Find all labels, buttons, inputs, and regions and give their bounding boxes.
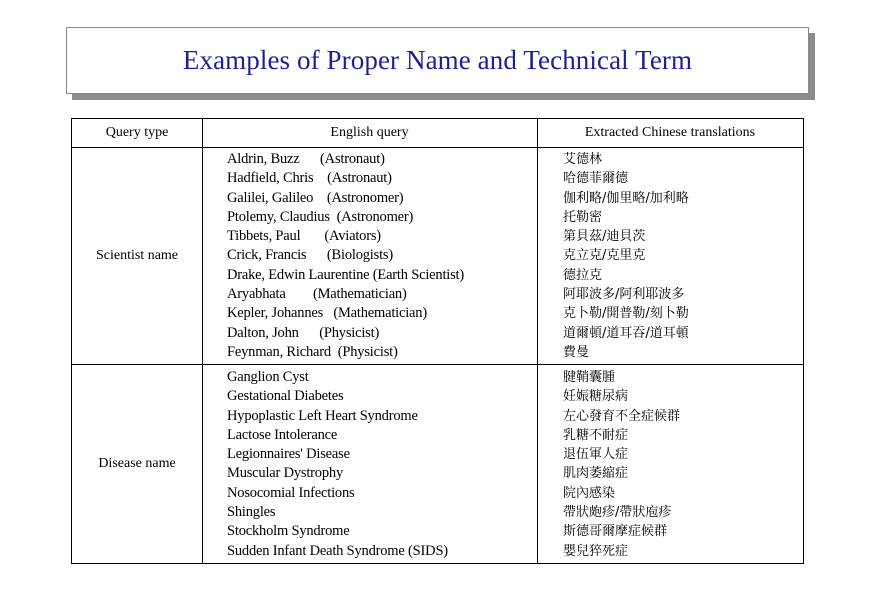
translation-table xyxy=(71,118,804,564)
list-item: Drake, Edwin Laurentine (Earth Scientist) xyxy=(227,266,465,283)
list-item: Sudden Infant Death Syndrome (SIDS) xyxy=(227,542,448,559)
list-item: Galilei, Galileo (Astronomer) xyxy=(227,189,404,206)
list-item: Lactose Intolerance xyxy=(227,426,338,443)
list-item: Tibbets, Paul (Aviators) xyxy=(227,228,381,245)
list-item: Muscular Dystrophy xyxy=(227,465,344,482)
list-item: 克立克/克里克 xyxy=(563,248,646,264)
list-item: Feynman, Richard (Physicist) xyxy=(227,343,398,360)
list-item: 斯德哥爾摩症候群 xyxy=(563,524,668,540)
list-item: 肌肉萎縮症 xyxy=(563,466,629,482)
list-item: Gestational Diabetes xyxy=(227,388,344,405)
list-item: 伽利略/伽里略/加利略 xyxy=(563,190,689,206)
list-item: 哈德菲爾德 xyxy=(563,171,629,187)
category-scientist: Scientist name xyxy=(95,248,179,263)
list-item: Legionnaires' Disease xyxy=(227,446,350,463)
list-item: 德拉克 xyxy=(563,267,603,283)
page-title: Examples of Proper Name and Technical Term xyxy=(182,45,693,75)
list-item: Aldrin, Buzz (Astronaut) xyxy=(227,151,385,167)
list-item: 帶狀皰疹/帶狀庖疹 xyxy=(563,505,672,521)
list-item: 第貝茲/迪貝茨 xyxy=(563,229,646,245)
list-item: 腱鞘囊腫 xyxy=(563,370,616,385)
list-item: 艾德林 xyxy=(563,152,603,167)
disease-english-list xyxy=(227,368,448,561)
column-divider-1 xyxy=(202,119,203,563)
list-item: 嬰兒猝死症 xyxy=(563,543,629,559)
list-item: Hadfield, Chris (Astronaut) xyxy=(227,170,392,187)
list-item: 克卜勒/開普勒/刻卜勒 xyxy=(563,306,689,322)
list-item: Ganglion Cyst xyxy=(227,369,309,385)
list-item: 費曼 xyxy=(563,344,590,360)
list-item: 院內感染 xyxy=(563,485,616,501)
list-item: Aryabhata (Mathematician) xyxy=(227,286,407,303)
list-item: 退伍軍人症 xyxy=(563,447,629,463)
list-item: 道爾頓/道耳吞/道耳頓 xyxy=(563,325,689,341)
category-disease: Disease name xyxy=(98,456,176,471)
scientist-english-list xyxy=(227,150,464,362)
list-item: Crick, Francis (Biologists) xyxy=(227,247,393,264)
list-item: 妊娠糖尿病 xyxy=(563,389,629,405)
list-item: Shingles xyxy=(227,504,276,521)
title-box xyxy=(66,27,809,94)
list-item: Nosocomial Infections xyxy=(227,484,355,501)
scientist-chinese-list xyxy=(563,150,689,362)
list-item: Stockholm Syndrome xyxy=(227,523,350,540)
list-item: 乳糖不耐症 xyxy=(563,427,629,443)
list-item: 阿耶波多/阿利耶波多 xyxy=(563,287,685,303)
header-english-query: English query xyxy=(330,125,409,140)
list-item: Ptolemy, Claudius (Astronomer) xyxy=(227,208,414,225)
column-divider-2 xyxy=(537,119,538,563)
list-item: 左心發育不全症候群 xyxy=(563,408,681,424)
disease-chinese-list xyxy=(563,368,680,561)
list-item: Kepler, Johannes (Mathematician) xyxy=(227,305,427,322)
list-item: Dalton, John (Physicist) xyxy=(227,324,380,341)
header-chinese: Extracted Chinese translations xyxy=(584,125,756,140)
list-item: 托勒密 xyxy=(563,209,603,225)
header-query-type: Query type xyxy=(105,125,169,140)
list-item: Hypoplastic Left Heart Syndrome xyxy=(227,407,418,424)
